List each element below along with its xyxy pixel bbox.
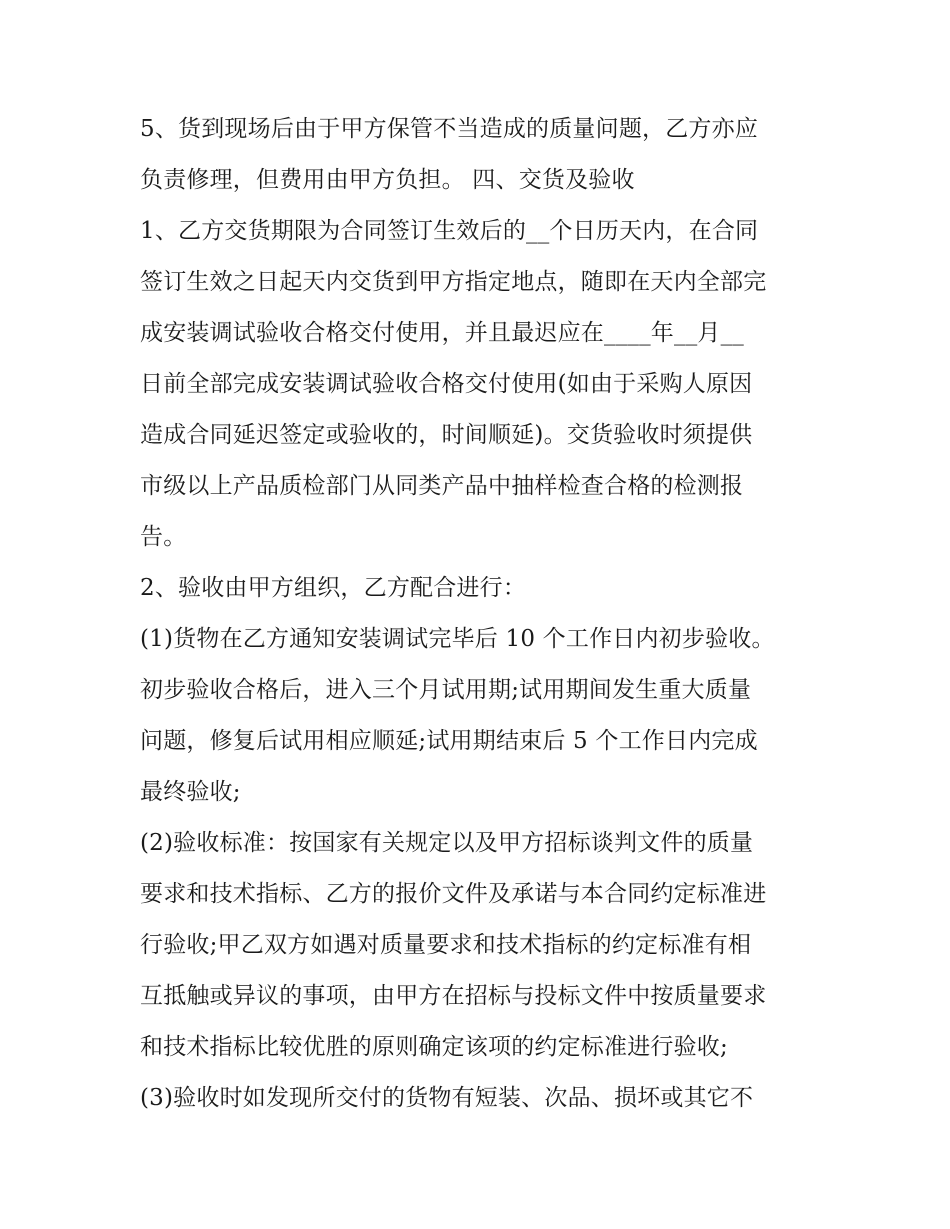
text-line: 1、乙方交货期限为合同签订生效后的__个日历天内，在合同 <box>140 218 759 244</box>
text-line: 告。 <box>140 524 187 550</box>
document-body <box>140 104 820 1124</box>
text-line: (2)验收标准：按国家有关规定以及甲方招标谈判文件的质量 <box>140 830 754 856</box>
text-line: 市级以上产品质检部门从同类产品中抽样检查合格的检测报 <box>140 473 744 499</box>
text-line: 造成合同延迟签定或验收的，时间顺延)。交货验收时须提供 <box>140 422 753 448</box>
text-line: 初步验收合格后，进入三个月试用期;试用期间发生重大质量 <box>140 677 752 703</box>
text-line: 5、货到现场后由于甲方保管不当造成的质量问题，乙方亦应 <box>140 116 759 142</box>
text-line: 要求和技术指标、乙方的报价文件及承诺与本合同约定标准进 <box>140 881 767 907</box>
text-line: 签订生效之日起天内交货到甲方指定地点，随即在天内全部完 <box>140 269 767 295</box>
text-line: (1)货物在乙方通知安装调试完毕后 10 个工作日内初步验收。 <box>140 626 775 652</box>
text-line: 成安装调试验收合格交付使用，并且最迟应在____年__月__ <box>140 320 744 346</box>
text-line: 最终验收; <box>140 779 241 805</box>
text-line: 互抵触或异议的事项，由甲方在招标与投标文件中按质量要求 <box>140 983 767 1009</box>
text-line: 和技术指标比较优胜的原则确定该项的约定标准进行验收; <box>140 1034 728 1060</box>
text-line: 负责修理，但费用由甲方负担。 四、交货及验收 <box>140 167 635 193</box>
text-line: 日前全部完成安装调试验收合格交付使用(如由于采购人原因 <box>140 371 753 397</box>
text-line: 2、验收由甲方组织，乙方配合进行： <box>140 575 527 601</box>
text-line: (3)验收时如发现所交付的货物有短装、次品、损坏或其它不 <box>140 1085 754 1111</box>
text-line: 行验收;甲乙双方如遇对质量要求和技术指标的约定标准有相 <box>140 932 752 958</box>
text-line: 问题，修复后试用相应顺延;试用期结束后 5 个工作日内完成 <box>140 728 758 754</box>
